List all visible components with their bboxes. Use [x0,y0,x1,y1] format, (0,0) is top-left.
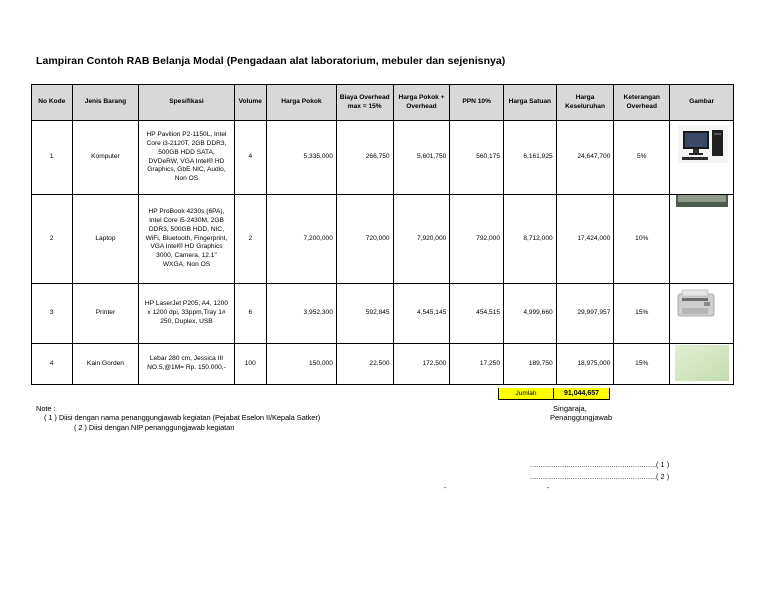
header-harga-pokok: Harga Pokok [266,85,336,121]
cell-keterangan: 15% [614,284,670,344]
cell-keterangan: 15% [614,344,670,385]
cell-harga-pokok-overhead: 4,545,145 [393,284,450,344]
signature-nip-line: ........................................................... [530,474,657,481]
header-harga-pokok-overhead: Harga Pokok + Overhead [393,85,450,121]
cell-ppn: 560,175 [450,121,504,195]
header-ppn: PPN 10% [450,85,504,121]
cell-harga-pokok-overhead: 5,601,750 [393,121,450,195]
cell-spesifikasi: HP ProBook 4230s (6PA), Intel Core i5-2430M, 2GB DDR3, 500GB HDD, NIC, WiFi, Bluetooth, Fingerprint, VGA Intel® HD Graphics 3000, Camera, 12.1" WXGA, Non OS [139,195,234,284]
cell-gambar [670,284,734,344]
table-row [32,284,734,344]
cell-harga-keseluruhan: 29,997,957 [556,284,614,344]
header-biaya-overhead: Biaya Overhead max = 15% [336,85,393,121]
cell-harga-keseluruhan: 24,647,700 [556,121,614,195]
cell-volume: 4 [234,121,266,195]
curtain-fabric-icon [675,345,729,381]
signature-place: Singaraja, [553,404,587,413]
computer-icon [678,125,728,163]
signature-name-marker: ( 1 ) [656,462,670,469]
cell-jenis: Kain Gorden [72,344,139,385]
cell-ppn: 17,250 [450,344,504,385]
cell-spesifikasi: HP LaserJet P205, A4, 1200 x 1200 dpi, 33ppm,Tray 1# 250, Duplex, USB [139,284,234,344]
signature-role: Penanggungjawab [550,413,613,422]
header-harga-satuan: Harga Satuan [504,85,557,121]
header-no-kode: No Kode [32,85,73,121]
note-line-1: ( 1 ) Diisi dengan nama penanggungjawab kegiatan (Pejabat Eselon II/Kepala Satker) [44,413,321,422]
table-row [32,121,734,195]
table-header-row [32,85,734,121]
cell-harga-pokok-overhead: 7,920,000 [393,195,450,284]
cell-jenis: Komputer [72,121,139,195]
header-spesifikasi: Spesifikasi [139,85,234,121]
cell-harga-satuan: 6,161,925 [504,121,557,195]
header-gambar: Gambar [670,85,734,121]
cell-no: 1 [32,121,73,195]
cell-gambar [670,121,734,195]
cell-volume: 2 [234,195,266,284]
laptop-icon: hp [676,195,728,208]
header-keterangan-overhead: Keterangan Overhead [614,85,670,121]
cell-harga-pokok-overhead: 172,500 [393,344,450,385]
cell-volume: 6 [234,284,266,344]
cell-harga-pokok: 7,200,000 [266,195,336,284]
cell-harga-satuan: 4,999,660 [504,284,557,344]
cell-harga-keseluruhan: 18,975,000 [556,344,614,385]
jumlah-value: 91,044,657 [554,388,610,400]
cell-no: 2 [32,195,73,284]
cell-volume: 100 [234,344,266,385]
cell-jenis: Laptop [72,195,139,284]
dash-left: - [444,485,447,492]
cell-no: 3 [32,284,73,344]
rab-table [31,84,734,385]
document-title: Lampiran Contoh RAB Belanja Modal (Pengadaan alat laboratorium, mebuler dan sejenisnya) [36,55,506,67]
signature-name-line: ........................................................... [530,462,657,469]
printer-icon [674,286,718,322]
cell-harga-pokok: 150,000 [266,344,336,385]
cell-harga-pokok: 5,335,000 [266,121,336,195]
cell-ppn: 792,000 [450,195,504,284]
note-heading: Note : [36,404,56,413]
cell-biaya-overhead: 22,500 [336,344,393,385]
cell-ppn: 454,515 [450,284,504,344]
table-row [32,195,734,284]
header-harga-keseluruhan: Harga Keseluruhan [556,85,614,121]
cell-biaya-overhead: 720,000 [336,195,393,284]
cell-harga-satuan: 189,750 [504,344,557,385]
cell-spesifikasi: Lebar 280 cm, Jessica III NO.5,@1M= Rp. 150.000,- [139,344,234,385]
cell-gambar [670,176,734,284]
cell-harga-keseluruhan: 17,424,000 [556,195,614,284]
cell-keterangan: 10% [614,195,670,284]
cell-no: 4 [32,344,73,385]
cell-biaya-overhead: 266,750 [336,121,393,195]
cell-harga-pokok: 3,952,300 [266,284,336,344]
dash-right: - [547,485,550,492]
cell-keterangan: 5% [614,121,670,195]
jumlah-label: Jumlah [498,388,554,400]
note-line-2: ( 2 ) Diisi dengan NIP penanggungjawab kegiatan [74,423,235,432]
header-volume: Volume [234,85,266,121]
header-jenis-barang: Jenis Barang [72,85,139,121]
cell-biaya-overhead: 592,845 [336,284,393,344]
cell-harga-satuan: 8,712,000 [504,195,557,284]
cell-gambar [670,344,734,385]
table-row [32,344,734,385]
cell-spesifikasi: HP Pavilion P2-1150L, Intel Core i3-2120T, 2GB DDR3, 500GB HDD SATA, DVDeRW, VGA Intel® HD Graphics, GbE NIC, Audio, Non OS [139,121,234,195]
signature-nip-marker: ( 2 ) [656,474,670,481]
cell-jenis: Printer [72,284,139,344]
